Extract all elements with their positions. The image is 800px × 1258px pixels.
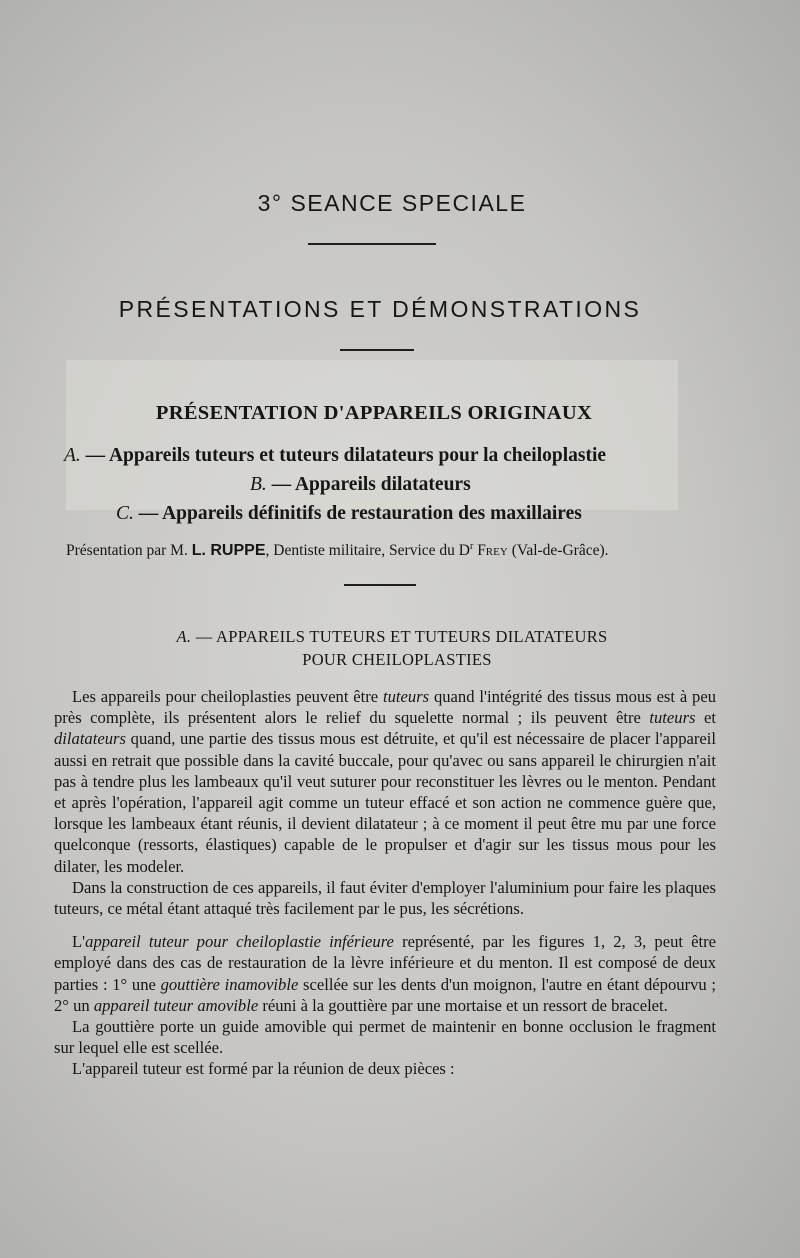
section-title-line2: POUR CHEILOPLASTIES [302, 650, 492, 669]
text-run: et [695, 708, 717, 728]
text-run: Les appareils pour cheiloplasties peuvent être [72, 687, 384, 706]
body-text [54, 686, 716, 1080]
italic-run: dilatateurs [54, 729, 126, 749]
item-letter: C. [116, 503, 134, 524]
item-letter: B. [250, 474, 267, 495]
item-a [64, 445, 606, 467]
italic-run: appareil tuteur pour cheiloplastie inférieure [85, 932, 394, 952]
section-letter: A. [176, 627, 192, 646]
item-b [250, 474, 471, 496]
italic-run: appareil tuteur amovible [93, 995, 259, 1015]
item-c [116, 503, 582, 525]
section-title-line1 [0, 625, 792, 648]
author-name: L. RUPPE [191, 542, 266, 560]
item-text: — Appareils tuteurs et tuteurs dilatateurs pour la cheiloplastie [80, 445, 607, 466]
main-heading: PRÉSENTATIONS ET DÉMONSTRATIONS [118, 296, 642, 322]
byline-suffix: (Val-de-Grâce). [507, 542, 609, 560]
paragraph [54, 686, 716, 877]
byline [66, 541, 746, 560]
byline-middle: , Dentiste militaire, Service du D [265, 542, 470, 560]
doctor-name: Frey [473, 542, 508, 560]
text-run: quand, une partie des tissus mous est détruite, et qu'il est nécessaire de placer l'appareil aussi en retrait que possible dans la cavité buccale, pour qu'avec ou sans appareil le chirurgien n'ait pas à tendre plus les lambeaux qu'il veut suturer pour reconstituer les lèvres ou le menton. Pendant et après l'opération, l'appareil agit comme un tuteur effacé et son action ne commence guère que, lorsque les lambeaux étant réunis, il devient dilatateur ; à ce moment il peut être mu par une force quelconque (ressorts, élastiques) capable de le propulser et d'agir sur les tissus mous pour les dilater, les modeler. [54, 729, 716, 876]
paragraph: La gouttière porte un guide amovible qui permet de maintenir en bonne occlusion le fragment sur lequel elle est scellée. [54, 1017, 716, 1058]
byline-sup: r [469, 541, 474, 552]
byline-prefix: Présentation par M. [66, 542, 192, 560]
item-text: — Appareils dilatateurs [266, 474, 471, 495]
paragraph: Dans la construction de ces appareils, il faut éviter d'employer l'aluminium pour faire les plaques tuteurs, ce métal étant attaqué très facilement par le pus, les sécrétions. [54, 877, 716, 919]
text-run: L' [72, 932, 86, 952]
text-run: quand l'intégrité des tissus mous est à peu près complète, ils présentent alors le relief du squelette normal ; ils peuvent être [54, 687, 716, 728]
item-text: — Appareils définitifs de restauration des maxillaires [133, 503, 582, 524]
text-run: réuni à la gouttière par une mortaise et un ressort de bracelet. [258, 995, 668, 1015]
italic-run: tuteurs [649, 708, 696, 728]
text-run: représenté, par les figures 1, 2, 3, peut être employé dans des cas de restauration de la lèvre inférieure et du menton. Il est composé de deux parties : 1° une [54, 932, 716, 994]
section-line1-text: — APPAREILS TUTEURS ET TUTEURS DILATATEURS [191, 627, 608, 646]
item-letter: A. [64, 445, 81, 466]
italic-run: gouttière inamovible [160, 974, 299, 994]
paragraph: L'appareil tuteur est formé par la réunion de deux pièces : [72, 1059, 455, 1079]
italic-run: tuteurs [383, 687, 430, 706]
session-title: 3° SEANCE SPECIALE [257, 190, 527, 216]
text-run: scellée sur les dents d'un moignon, l'autre en étant dépourvu ; 2° un [54, 974, 717, 1015]
divider-rule [340, 349, 414, 351]
paragraph [54, 931, 716, 1016]
divider-rule [308, 243, 436, 245]
section-title [0, 625, 792, 671]
divider-rule [344, 584, 416, 586]
presentation-heading: PRÉSENTATION D'APPAREILS ORIGINAUX [155, 402, 593, 424]
